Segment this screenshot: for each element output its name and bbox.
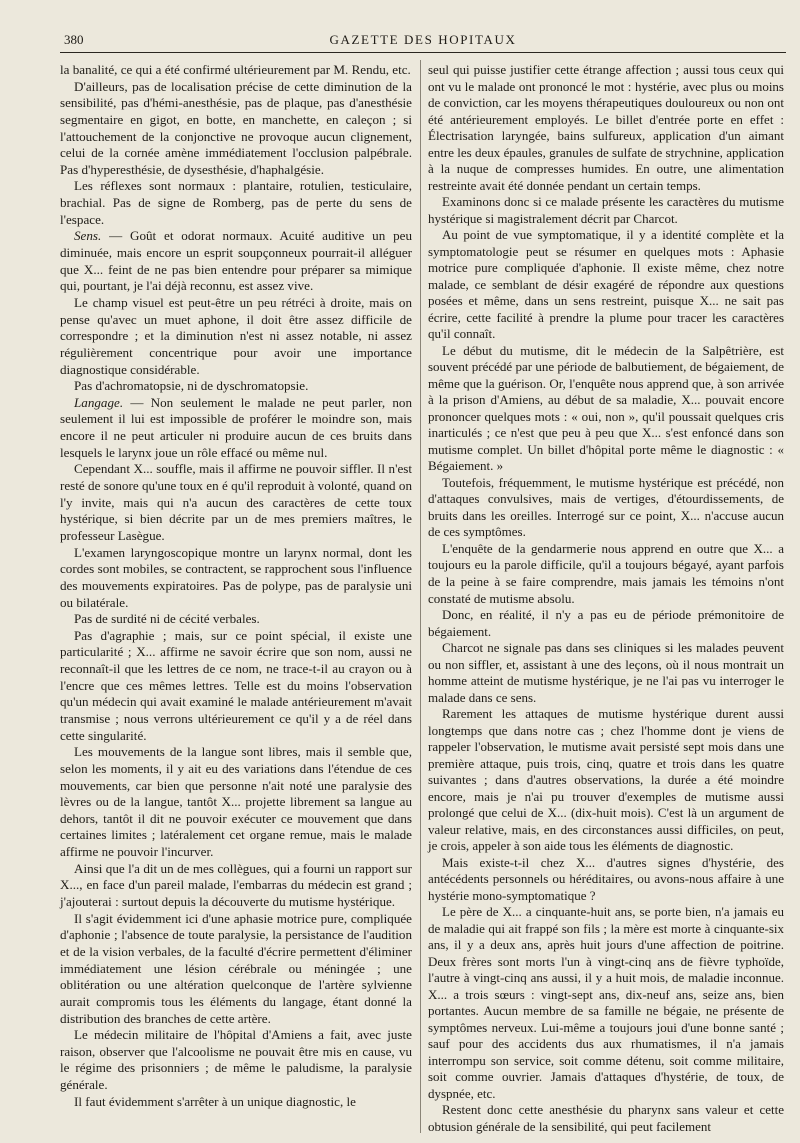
paragraph: Restent donc cette anesthésie du pharynx sans valeur et cette obtusion générale de la sensibilité, qui peut facilement <box>428 1102 784 1134</box>
paragraph: Donc, en réalité, il n'y a pas eu de période prémonitoire de bégaiement. <box>428 607 784 639</box>
paragraph: Le médecin militaire de l'hôpital d'Amiens a fait, avec juste raison, observer que l'alcoolisme ne pouvait être mis en cause, vu le régime des prisonniers ; de même le paludisme, la paralysie générale. <box>60 1027 412 1093</box>
page-header <box>60 30 786 52</box>
paragraph: Mais existe-t-il chez X... d'autres signes d'hystérie, des antécédents personnels ou héréditaires, ou avons-nous affaire à une hystérie mono-symptomatique ? <box>428 854 784 903</box>
paragraph: Charcot ne signale pas dans ses cliniques si les malades peuvent ou non siffler, et, assistant à une des leçons, où il nous montrait un homme atteint de mutisme hystérique, je ne l'ai pas vu interroger le malade dans ce sens. <box>428 640 784 705</box>
paragraph: seul qui puisse justifier cette étrange affection ; aussi tous ceux qui ont vu le malade ont prononcé le mot : hystérie, avec plus ou moins de conviction, car les moyens thérapeutiques douloureux ou non ont été antérieurement employés. Le billet d'entrée porte en effet : Électrisation laryngée, bains sulfureux, application d'un aimant entre les deux épaules, granules de sulfate de strychnine, application à la nuque de compresses humides. En outre, une alimentation restreinte avait été donnée pendant un certain temps. <box>428 62 784 193</box>
paragraph: Pas d'achromatopsie, ni de dyschromatopsie. <box>74 378 309 394</box>
paragraph <box>60 228 412 295</box>
paragraph-text: — Non seulement le malade ne peut parler, non seulement il lui est impossible de proférer le moindre son, mais encore il ne peut articuler ni produire aucun de ces bruits dans lesquels le larynx joue un rôle effacé ou même nul. <box>60 394 412 460</box>
paragraph: la banalité, ce qui a été confirmé ultérieurement par M. Rendu, etc. <box>60 62 411 77</box>
paragraph-text: — Goût et odorat normaux. Acuité auditive un peu diminuée, mais encore un esprit soupçonneux pourrait-il alléguer que X... feint de ne pas bien entendre pour préparer sa mimique qui, pourtant, je l'ai déjà reconnu, est assez vive. <box>60 228 412 294</box>
paragraph: Les réflexes sont normaux : plantaire, rotulien, testiculaire, brachial. Pas de signe de Romberg, pas de perte du sens de l'espace. <box>60 178 412 227</box>
paragraph: Le champ visuel est peut-être un peu rétréci à droite, mais on pense qu'avec un muet aphone, il doit être assez difficile de correspondre ; et la diminution n'est ni assez notable, ni assez régulièrement concentrique pour avoir une importance diagnostique considérable. <box>60 294 412 377</box>
paragraph: L'examen laryngoscopique montre un larynx normal, dont les cordes sont mobiles, se contractent, se rapprochent sous l'influence des mouvements expiratoires. Pas de polype, pas de paralysie uni ou bilatérale. <box>60 544 412 610</box>
paragraph: Il s'agit évidemment ici d'une aphasie motrice pure, compliquée d'aphonie ; l'absence de toute paralysie, la persistance de l'audition et de la vision verbales, de la faculté d'écrire permettent d'éliminer immédiatement une lésion cérébrale ou méningée ; une oblitération ou une altération quelconque de l'artère sylvienne aurait compromis tous les éléments du langage, étant donné la distribution des branches de cette artère. <box>60 910 412 1026</box>
paragraph: Pas d'agraphie ; mais, sur ce point spécial, il existe une particularité ; X... affirme ne savoir écrire que son nom, aussi ne reconnaît-il que les lettres de ce nom, ne trace-t-il au crayon ou à l'encre que ces mêmes lettres. Telle est du moins l'observation qu'un médecin qui avait examiné le malade antérieurement m'avait transmise ; nous verrons ultérieurement ce qu'il y a de réel dans cette singularité. <box>60 627 412 743</box>
paragraph: L'enquête de la gendarmerie nous apprend en outre que X... a toujours eu la parole difficile, qu'il a toujours bégayé, ayant parfois de la peine à se faire comprendre, mais jamais les témoins n'ont constaté de mutisme absolu. <box>428 540 784 606</box>
section-lead: Langage. <box>74 394 124 410</box>
paragraph: Rarement les attaques de mutisme hystérique durent aussi longtemps que dans notre cas ; chez l'homme dont je viens de rappeler l'observation, le mutisme avait persisté sept mois dans une première attaque, puis trois, cinq, quatre et trois dans les quatre suivantes ; dans d'autres observations, la durée a été moindre encore, mais je n'ai pu trouver d'exemples de mutisme aussi prolongé que celui de X... (dix-huit mois). C'est là un argument de valeur relative, mais, en des circonstances aussi difficiles, on peut, je crois, appeler à son aide tous les éléments de diagnostic. <box>428 706 784 854</box>
paragraph: D'ailleurs, pas de localisation précise de cette diminution de la sensibilité, pas d'hémi-anesthésie, pas de plaque, pas d'anesthésie segmentaire en gigot, en botte, en manchette, en caleçon ; si l'attouchement de la conjonctive ne provoque aucun clignement, celui de la cornée amène immédiatement l'occlusion palpébrale. Pas d'hyperesthésie, de dysesthésie, d'haphalgésie. <box>60 78 412 177</box>
paragraph: Cependant X... souffle, mais il affirme ne pouvoir siffler. Il n'est resté de sonore qu'une toux en é qu'il reproduit à volonté, quand on l'y invite, mais qui n'a aucun des caractères de cette toux hystérique, si bien décrite par un de mes premiers maîtres, le professeur Lasègue. <box>60 461 412 543</box>
header-rule <box>60 52 786 53</box>
paragraph: Les mouvements de la langue sont libres, mais il semble que, selon les moments, il y ait eu des variations dans l'étendue de ces mouvements, car bien que personne n'ait noté une paralysie des lèvres ou de la langue, tantôt X... projette librement sa langue au dehors, tantôt il dit ne pouvoir exécuter ce mouvement que dans certaines limites ; latéralement cet organe remue, mais le malade affirme ne pouvoir l'incurver. <box>60 744 412 860</box>
page-number: 380 <box>64 32 84 47</box>
section-lead: Sens. <box>74 228 102 244</box>
paragraph: Pas de surdité ni de cécité verbales. <box>74 611 260 627</box>
paragraph: Le début du mutisme, dit le médecin de la Salpêtrière, est souvent précédé par une période de balbutiement, de bégaiement, de même que la guérison. Or, l'enquête nous apprend que, à son arrivée à la prison d'Amiens, au début de sa maladie, X... pouvait encore prononcer quelques mots : « oui, non », qu'il poussait quelques cris inarticulés ; ce n'est que peu à peu que X... s'est enfoncé dans son mutisme complet. Un billet d'hôpital porte même le diagnostic : « Bégaiement. » <box>428 342 784 474</box>
paragraph: Au point de vue symptomatique, il y a identité complète et la symptomatologie peut se résumer en quelques mots : Aphasie motrice pure compliquée d'aphonie. Il existe même, chez notre malade, ce semblant de désir exagéré de répondre aux questions posées et même, dans un sens restreint, puisque X... ne sait pas écrire, cette facilité à prendre la plume pour tracer les caractères qu'il connaît. <box>428 227 784 342</box>
paragraph: Le père de X... a cinquante-huit ans, se porte bien, n'a jamais eu de maladie qui ait frappé son fils ; la mère est morte à cinquante-six ans, il y a deux ans, après huit jours d'une affection de poitrine. Deux frères sont morts l'un à vingt-cinq ans de fièvre typhoïde, l'autre à vingt-cinq ans aussi, il y a huit mois, de maladie inconnue. X... a trois sœurs : vingt-sept ans, dix-neuf ans, seize ans, bien portantes. Aucun membre de sa famille ne bégaie, ne présente de symptômes nerveux. Lui-même a toujours joui d'une bonne santé ; sauf pour des accidents dus aux rhumatismes, il n'a jamais interrompu son service, soit comme détenu, soit comme militaire, soit comme ouvrier. Jamais d'attaques d'hystérie, de toux, de dyspnée, etc. <box>428 904 784 1101</box>
paragraph: Il faut évidemment s'arrêter à un unique diagnostic, le <box>74 1093 356 1109</box>
right-column <box>428 62 784 1136</box>
paragraph: Examinons donc si ce malade présente les caractères du mutisme hystérique si magistralement décrit par Charcot. <box>428 194 784 226</box>
running-title: GAZETTE DES HOPITAUX <box>329 32 517 47</box>
paragraph: Toutefois, fréquemment, le mutisme hystérique est précédé, non d'attaques convulsives, mais de vertiges, d'étourdissements, de bruits dans les oreilles. Interrogé sur ce point, X... n'accuse aucun de ces symptômes. <box>428 474 784 540</box>
left-column <box>60 62 412 1110</box>
paragraph: Ainsi que l'a dit un de mes collègues, qui a fourni un rapport sur X..., en face d'un pareil malade, l'embarras du médecin est grand ; j'ajouterai : surtout depuis la découverte du mutisme hystérique. <box>60 860 412 910</box>
paragraph <box>60 395 412 462</box>
column-divider <box>420 60 421 1133</box>
